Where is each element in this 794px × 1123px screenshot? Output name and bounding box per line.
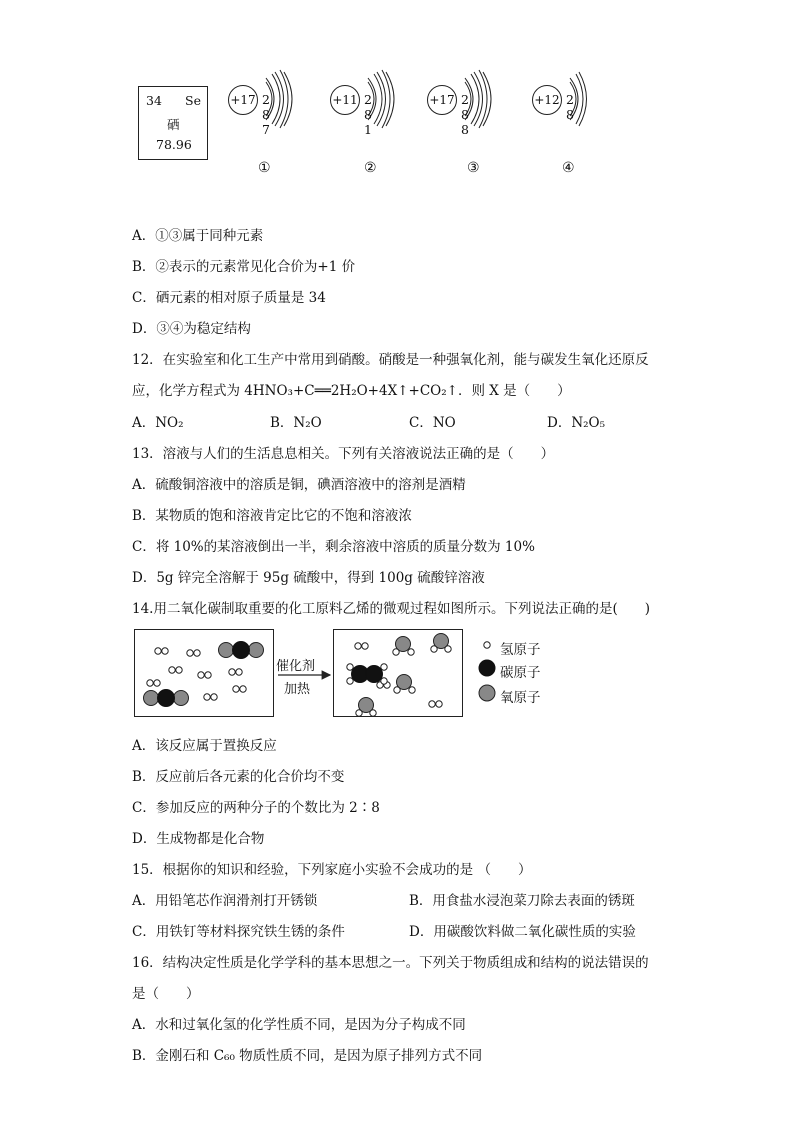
legend-carbon: 碳原子 bbox=[500, 665, 541, 681]
label-1: ① bbox=[258, 160, 271, 176]
q12-stem-line2: 应，化学方程式为 4HNO₃+C══2H₂O+4X↑+CO₂↑．则 X 是（ ） bbox=[132, 383, 571, 399]
label-4: ④ bbox=[562, 160, 575, 176]
legend-oxygen: 氧原子 bbox=[500, 690, 541, 706]
condition-catalyst: 催化剂 bbox=[276, 659, 316, 674]
q16-stem-line1: 16．结构决定性质是化学学科的基本思想之一。下列关于物质组成和结构的说法错误的 bbox=[132, 955, 649, 971]
q13-option-b: B．某物质的饱和溶液肯定比它的不饱和溶液浓 bbox=[132, 508, 412, 524]
legend-hydrogen: 氢原子 bbox=[500, 642, 541, 658]
q16-option-b: B．金刚石和 C₆₀ 物质性质不同，是因为原子排列方式不同 bbox=[132, 1048, 483, 1064]
q14-option-c: C．参加反应的两种分子的个数比为 2∶8 bbox=[132, 800, 380, 816]
q15-option-d: D．用碳酸饮料做二氧化碳性质的实验 bbox=[409, 924, 636, 940]
q16-stem-line2: 是（ ） bbox=[132, 986, 200, 1002]
label-3: ③ bbox=[467, 160, 480, 176]
q15-option-c: C．用铁钉等材料探究铁生锈的条件 bbox=[132, 924, 345, 940]
condition-heat: 加热 bbox=[284, 682, 311, 697]
q11-option-b: B．②表示的元素常见化合价为+1 价 bbox=[132, 259, 356, 275]
q13-option-d: D．5g 锌完全溶解于 95g 硫酸中，得到 100g 硫酸锌溶液 bbox=[132, 570, 485, 586]
q14-stem: 14.用二氧化碳制取重要的化工原料乙烯的微观过程如图所示。下列说法正确的是( ) bbox=[132, 601, 651, 617]
q14-option-a: A．该反应属于置换反应 bbox=[132, 738, 277, 754]
q15-option-a: A．用铅笔芯作润滑剂打开锈锁 bbox=[132, 893, 318, 909]
shell-counts: 2 8 bbox=[566, 92, 574, 122]
element-symbol: Se bbox=[185, 93, 201, 108]
q15-stem: 15．根据你的知识和经验，下列家庭小实验不会成功的是 （ ） bbox=[132, 862, 532, 878]
q14-option-d: D．生成物都是化合物 bbox=[132, 831, 265, 847]
q13-stem: 13．溶液与人们的生活息息相关。下列有关溶液说法正确的是（ ） bbox=[132, 446, 555, 462]
element-name: 硒 bbox=[167, 117, 180, 132]
q13-option-c: C．将 10%的某溶液倒出一半，剩余溶液中溶质的质量分数为 10% bbox=[132, 539, 535, 555]
label-2: ② bbox=[364, 160, 377, 176]
q15-option-b: B．用食盐水浸泡菜刀除去表面的锈斑 bbox=[409, 893, 635, 909]
shell-counts: 2 8 1 bbox=[364, 92, 372, 137]
q13-option-a: A．硫酸铜溶液中的溶质是铜，碘酒溶液中的溶剂是酒精 bbox=[132, 477, 466, 493]
q12-option-b: B．N₂O bbox=[270, 415, 322, 431]
q12-option-a: A．NO₂ bbox=[132, 415, 184, 431]
atomic-number: 34 bbox=[146, 93, 162, 108]
nucleus: +12 bbox=[532, 85, 562, 115]
shell-counts: 2 8 7 bbox=[262, 92, 270, 137]
nucleus: +17 bbox=[228, 85, 258, 115]
nucleus: +17 bbox=[427, 85, 457, 115]
q12-stem-line1: 12．在实验室和化工生产中常用到硝酸。硝酸是一种强氧化剂，能与碳发生氧化还原反 bbox=[132, 352, 649, 368]
q12-option-c: C．NO bbox=[409, 415, 456, 431]
q11-option-c: C．硒元素的相对原子质量是 34 bbox=[132, 290, 326, 306]
q12-option-d: D．N₂O₅ bbox=[547, 415, 606, 431]
q11-option-d: D．③④为稳定结构 bbox=[132, 321, 251, 337]
shell-counts: 2 8 8 bbox=[461, 92, 469, 137]
q16-option-a: A．水和过氧化氢的化学性质不同，是因为分子构成不同 bbox=[132, 1017, 466, 1033]
q11-option-a: A．①③属于同种元素 bbox=[132, 228, 264, 244]
q14-option-b: B．反应前后各元素的化合价均不变 bbox=[132, 769, 345, 785]
atomic-mass: 78.96 bbox=[156, 137, 192, 152]
nucleus: +11 bbox=[330, 85, 360, 115]
